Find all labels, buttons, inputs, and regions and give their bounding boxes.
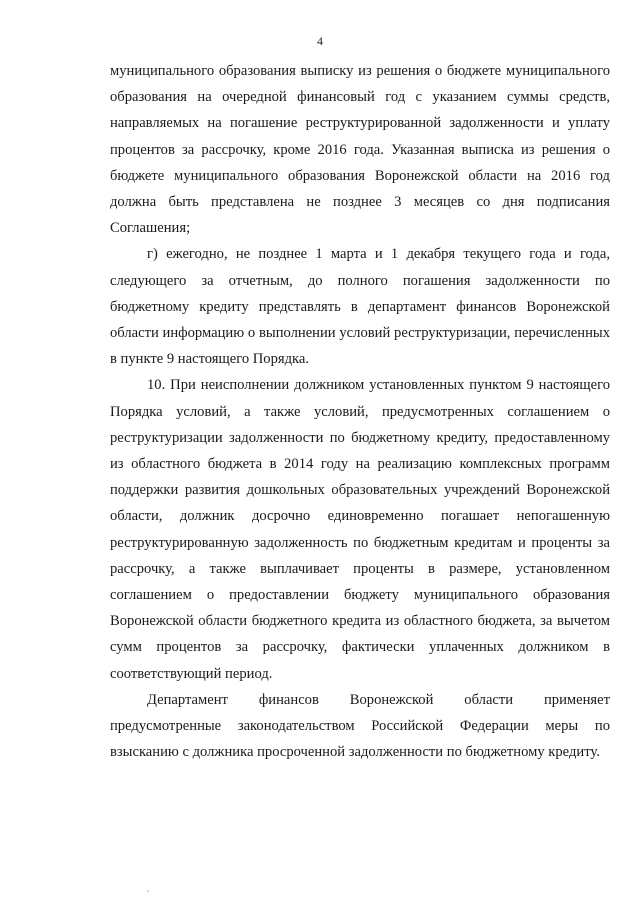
scan-speck <box>147 890 149 892</box>
paragraph-item-g: г) ежегодно, не позднее 1 марта и 1 декабря текущего года и года, следующего за отчетным, до полного погашения задолженности по бюджетному кредиту представлять в департамент финансов Воронежской области информацию о выполнении условий реструктуризации, перечисленных в пункте 9 настоящего Порядка. <box>110 246 610 368</box>
paragraph-closing: Департамент финансов Воронежской области применяет предусмотренные законодательством Российской Федерации меры по взысканию с должника просроченной задолженности по бюджетному кредиту. <box>110 691 610 761</box>
page-number: 4 <box>317 34 323 48</box>
paragraph-item-10: 10. При неисполнении должником установленных пунктом 9 настоящего Порядка условий, а также условий, предусмотренных соглашением о реструктуризации задолженности по бюджетному кредиту, предоставленному из областного бюджета в 2014 году на реализацию комплексных программ поддержки развития дошкольных образовательных учреждений Воронежской области, должник досрочно единовременно погашает непогашенную реструктурированную задолженность по бюджетным кредитам и проценты за рассрочку, а также выплачивает проценты в размере, установленном соглашением о предоставлении бюджету муниципального образования Воронежской области бюджетного кредита из областного бюджета, за вычетом сумм процентов за рассрочку, фактически уплаченных должником в соответствующий период. <box>110 377 610 682</box>
document-body <box>110 58 610 765</box>
paragraph-continuation: муниципального образования выписку из решения о бюджете муниципального образования на очередной финансовый год с указанием суммы средств, направляемых на погашение реструктурированной задолженности и уплату процентов за рассрочку, кроме 2016 года. Указанная выписка из решения о бюджете муниципального образования Воронежской области на 2016 год должна быть представлена не позднее 3 месяцев со дня подписания Соглашения; <box>110 63 610 237</box>
